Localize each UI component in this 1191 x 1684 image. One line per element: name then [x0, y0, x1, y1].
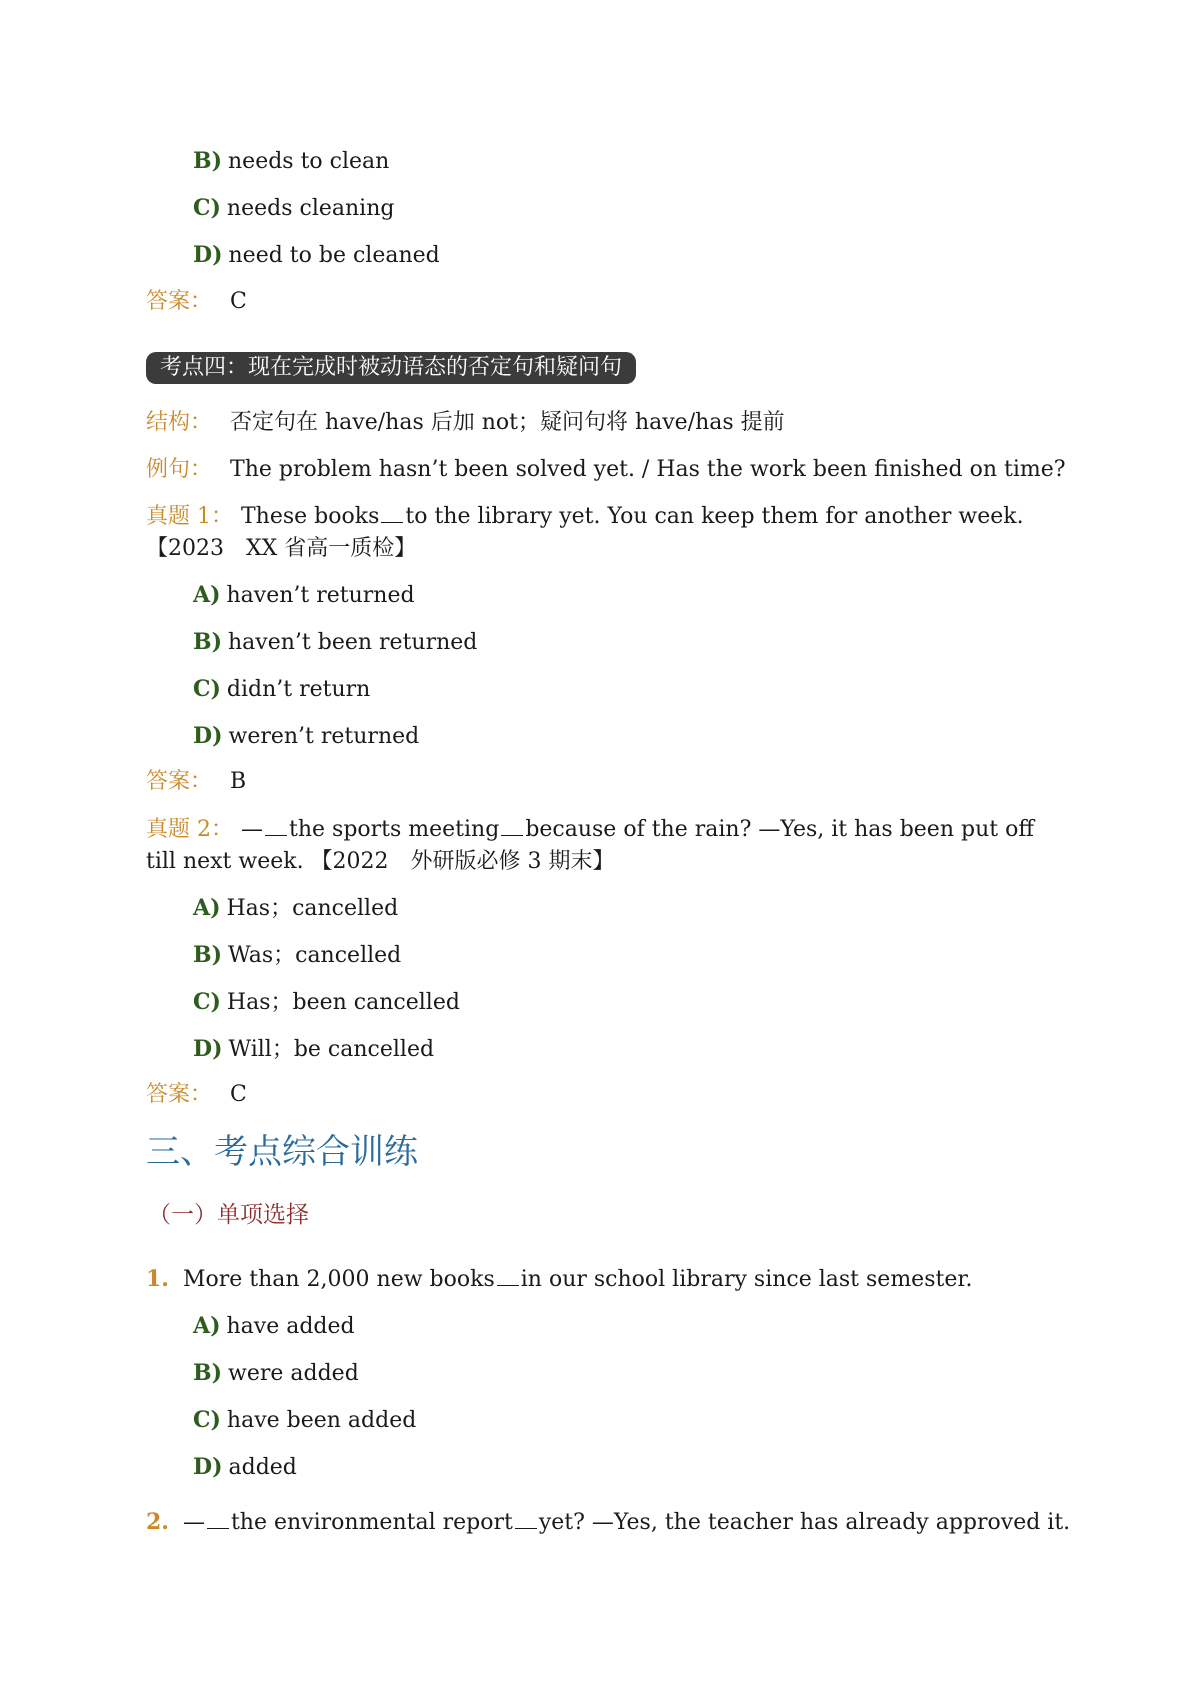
example-line: 例句： The problem hasn’t been solved yet. / Has the work been finished on time? [146, 457, 1066, 482]
option-b: B) haven’t been returned [193, 629, 478, 655]
answer-blank [515, 1510, 537, 1529]
option-a: A) Has；cancelled [193, 895, 399, 921]
option-c: C) Has；been cancelled [193, 989, 460, 1015]
option-a: A) haven’t returned [193, 582, 415, 608]
exam-question-2: 真题 2： — the sports meeting because of the rain? —Yes, it has been put off till next week. 【2022 外研版必修 3 期末】 [146, 817, 1034, 874]
exam-question-1: 真题 1： These books to the library yet. You can keep them for another week. 【2023 XX 省高一质检】 [146, 504, 1024, 561]
option-a: A) have added [193, 1313, 355, 1339]
section-title: 考点四：现在完成时被动语态的否定句和疑问句 [146, 352, 636, 384]
question-2: 2. — the environmental report yet? —Yes, the teacher has already approved it. [146, 1509, 1071, 1535]
option-c: C) have been added [193, 1407, 417, 1433]
option-b: B) were added [193, 1360, 359, 1386]
answer-blank [207, 1510, 229, 1529]
option-b: B) Was；cancelled [193, 942, 402, 968]
answer-line: 答案： B [146, 769, 247, 794]
option-b: B) needs to clean [193, 148, 390, 174]
answer-blank [381, 504, 403, 523]
option-d: D) need to be cleaned [193, 242, 440, 268]
option-d: D) Will；be cancelled [193, 1036, 435, 1062]
option-c: C) needs cleaning [193, 195, 395, 221]
question-1: 1. More than 2,000 new books in our school library since last semester. [146, 1266, 973, 1292]
part-subheading: （一）单项选择 [148, 1202, 309, 1228]
answer-blank [265, 817, 287, 836]
option-c: C) didn’t return [193, 676, 371, 702]
answer-line: 答案： C [146, 1082, 247, 1107]
part-heading: 三、考点综合训练 [146, 1132, 418, 1172]
option-d: D) added [193, 1454, 297, 1480]
structure-line: 结构： 否定句在 have/has 后加 not；疑问句将 have/has 提前 [146, 410, 785, 435]
answer-blank [497, 1267, 519, 1286]
answer-line: 答案： C [146, 289, 247, 314]
answer-blank [501, 817, 523, 836]
option-d: D) weren’t returned [193, 723, 420, 749]
